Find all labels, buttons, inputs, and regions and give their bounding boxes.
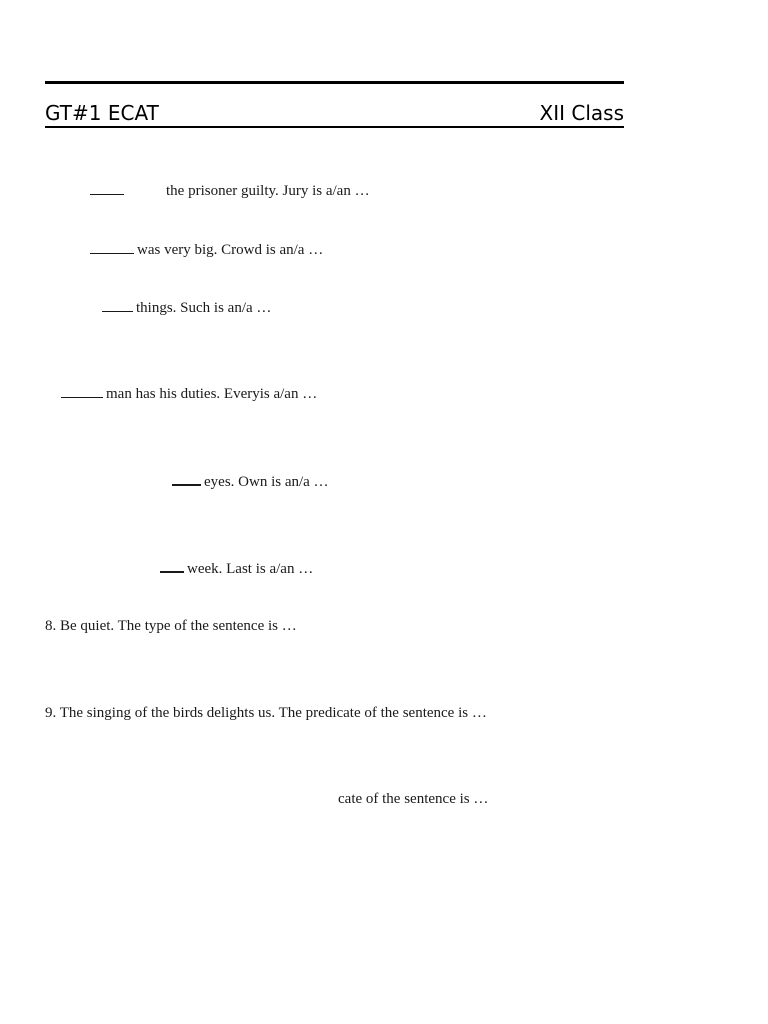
question-crowd <box>90 239 323 260</box>
question-every <box>61 383 317 404</box>
question-last <box>160 557 313 579</box>
question-9: 9. The singing of the birds delights us. The predicate of the sentence is … <box>45 705 487 721</box>
answer-blank <box>160 557 184 573</box>
question-fragment: cate of the sentence is … <box>338 791 489 807</box>
question-such <box>102 297 271 318</box>
answer-blank <box>61 383 103 398</box>
question-text: was very big. Crowd is an/a … <box>137 242 324 258</box>
answer-blank <box>90 239 134 254</box>
answer-blank <box>172 470 201 486</box>
question-text: things. Such is an/a … <box>136 300 272 316</box>
question-text: the prisoner guilty. Jury is a/an … <box>166 183 370 199</box>
question-8: 8. Be quiet. The type of the sentence is … <box>45 618 297 634</box>
question-text: week. Last is a/an … <box>187 561 314 577</box>
question-text: eyes. Own is an/a … <box>204 474 329 490</box>
exam-title: GT#1 ECAT <box>45 101 159 125</box>
question-text: man has his duties. Everyis a/an … <box>106 386 318 402</box>
question-jury <box>90 180 370 201</box>
document-header <box>45 100 624 128</box>
answer-blank <box>90 180 124 195</box>
class-label: XII Class <box>539 101 624 125</box>
answer-blank <box>102 297 133 312</box>
top-rule <box>45 81 624 84</box>
question-own <box>172 470 329 492</box>
